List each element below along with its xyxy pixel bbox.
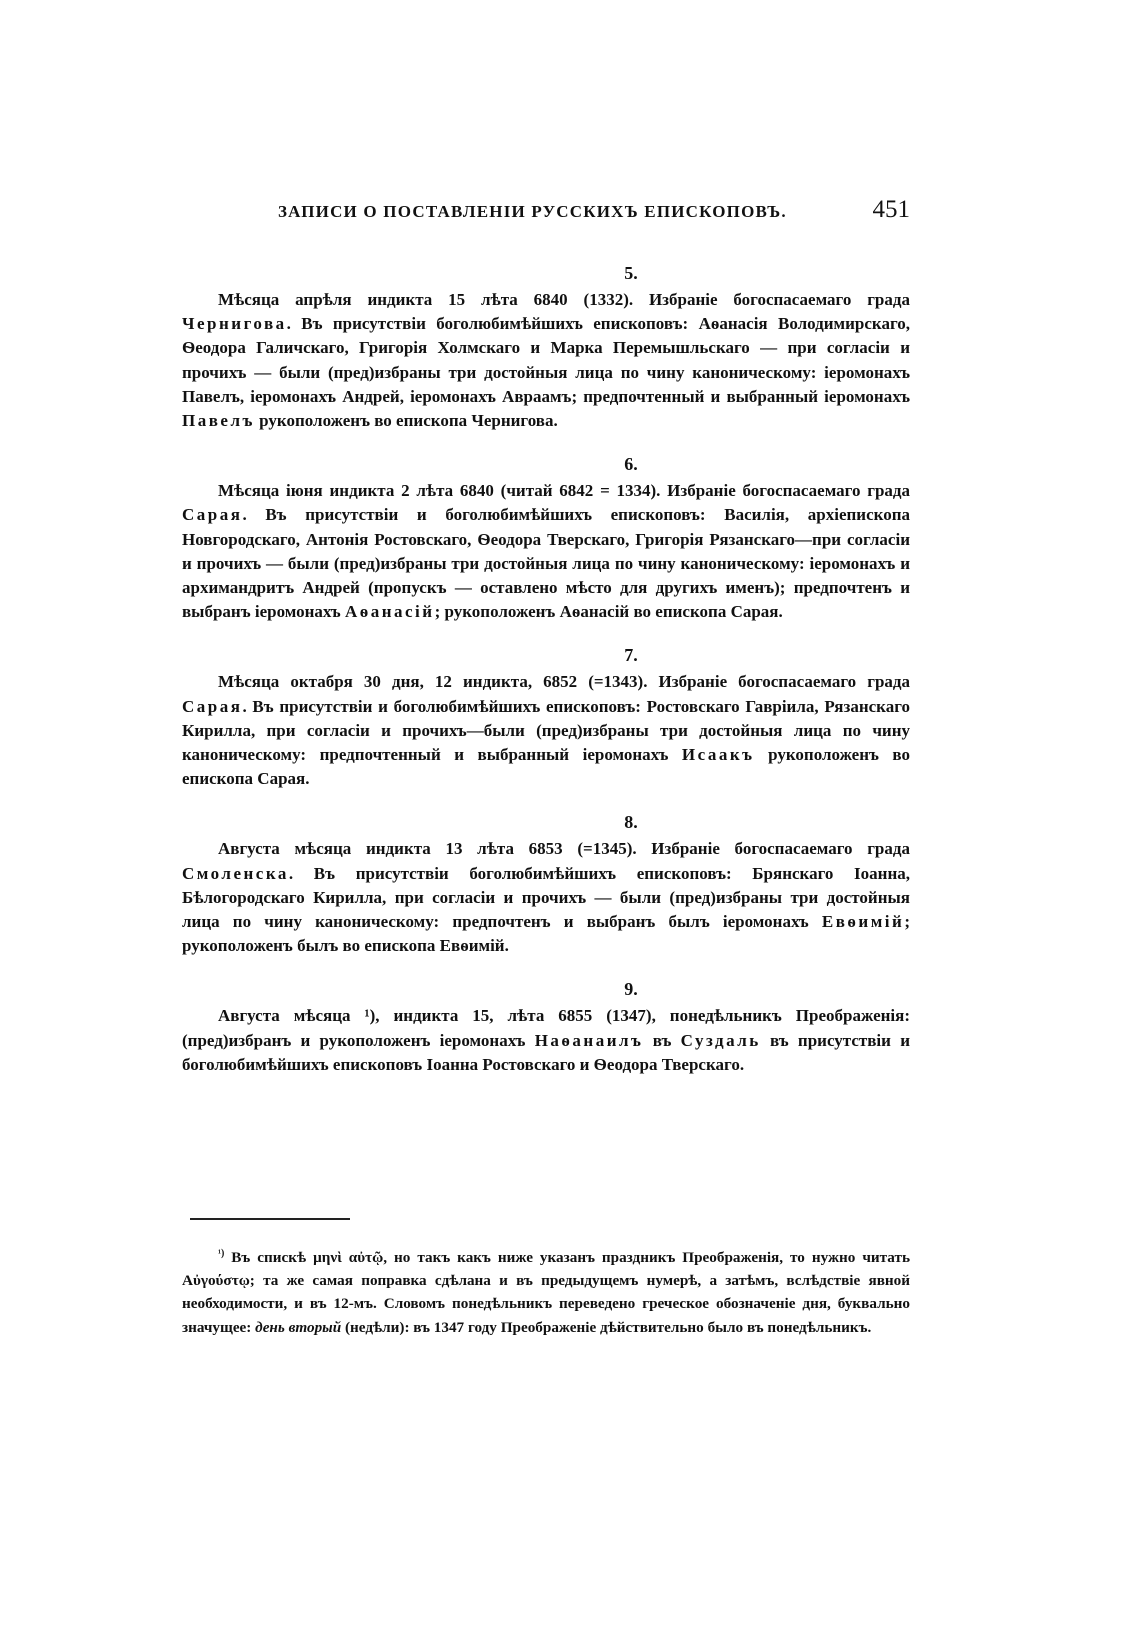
emphasized-name: Сарая xyxy=(182,505,243,525)
emphasized-name: Павелъ xyxy=(182,411,255,431)
emphasized-name: Смоленска xyxy=(182,863,289,883)
paragraph xyxy=(182,670,910,791)
text-run: (недѣли): въ 1347 году Преображеніе дѣйствительно было въ понедѣльникъ. xyxy=(341,1318,872,1336)
main-text xyxy=(182,258,910,1093)
text-run: ; рукоположенъ Аѳанасій во епископа Сарая. xyxy=(434,602,783,622)
text-run: Мѣсяца іюня индикта 2 лѣта 6840 (читай 6842 = 1334). Избраніе богоспасаемаго града xyxy=(218,481,910,501)
running-title: ЗАПИСИ О ПОСТАВЛЕНІИ РУССКИХЪ ЕПИСКОПОВЪ. xyxy=(278,202,787,221)
section-number: 7. xyxy=(624,645,638,666)
emphasized-name: Суздаль xyxy=(680,1030,761,1050)
text-run: . Въ присутствіи боголюбимѣйшихъ епископовъ: Аѳанасія Володимирскаго, Ѳеодора Галичскаго, Григорія Холмскаго и Марка Перемышльскаго — при согласіи и прочихъ — были (пред)избраны три достойныя лица по чину каноническому: іеромонахъ Павелъ, іеромонахъ Андрей, іеромонахъ Авраамъ; предпочтенный и выбранный іеромонахъ xyxy=(182,314,910,406)
italic-phrase: день вторый xyxy=(255,1318,342,1336)
text-run: Въ спискѣ μηνὶ αὐτῷ, но такъ какъ ниже указанъ праздникъ Преображенія, то нужно читать Αὐγούστῳ; та же самая поправка сдѣлана и въ предыдущемъ нумерѣ, а затѣмъ, вслѣдствіе явной необходимости, и въ 12-мъ. Словомъ понедѣльникъ переведено греческое обозначеніе дня, буквально значущее: xyxy=(182,1249,910,1336)
section-number: 5. xyxy=(624,263,638,283)
text-run: Мѣсяца октабря 30 дня, 12 индикта, 6852 (=1343). Избраніе богоспасаемаго града xyxy=(218,672,910,692)
running-header xyxy=(278,196,910,230)
emphasized-name: Сарая xyxy=(182,696,243,716)
text-run: въ присутствіи и боголюбимѣйшихъ епископовъ Іоанна Ростовскаго и Ѳеодора Тверскаго. xyxy=(182,1030,910,1074)
text-run: въ xyxy=(643,1030,681,1050)
text-run: Августа мѣсяца ¹), индикта 15, лѣта 6855 (1347), понедѣльникъ Преображенія: (пред)избранъ и рукоположенъ іеромонахъ xyxy=(182,1006,910,1050)
text-run: рукоположенъ во епископа Сарая. xyxy=(182,745,910,789)
footnote-divider xyxy=(190,1218,350,1220)
text-run: Августа мѣсяца индикта 13 лѣта 6853 (=1345). Избраніе богоспасаемаго града xyxy=(218,839,910,859)
text-run: Мѣсяца апрѣля индикта 15 лѣта 6840 (1332). Избраніе богоспасаемаго града xyxy=(218,290,910,309)
emphasized-name: Евѳимій xyxy=(821,912,905,932)
footnote xyxy=(182,1246,910,1339)
footnote-marker: ¹) xyxy=(218,1247,225,1259)
section-number: 8. xyxy=(624,812,638,833)
section-number: 9. xyxy=(624,979,638,1000)
emphasized-name: Чернигова xyxy=(182,314,287,334)
paragraph xyxy=(182,1004,910,1077)
text-run: ; рукоположенъ былъ во епископа Евѳимій. xyxy=(182,912,910,956)
text-run: . Въ присутствіи и боголюбимѣйшихъ епископовъ: Ростовскаго Гавріила, Рязанскаго Кирилла, при согласіи и прочихъ—были (пред)избраны три достойныя лица по чину каноническому: предпочтенный и выбранный іеромонахъ xyxy=(182,696,910,765)
page-number: 451 xyxy=(872,196,910,223)
paragraph xyxy=(182,479,910,624)
section-number: 6. xyxy=(624,454,638,475)
paragraph xyxy=(182,837,910,958)
text-run: рукоположенъ во епископа Чернигова. xyxy=(254,411,558,431)
text-run: . Въ присутствіи боголюбимѣйшихъ епископовъ: Брянскаго Іоанна, Бѣлогородскаго Кирилла, при согласіи и прочихъ — были (пред)избраны три достойныя лица по чину каноническому: предпочтенъ и выбранъ былъ іеромонахъ xyxy=(182,863,910,932)
emphasized-name: Наѳанаилъ xyxy=(534,1030,644,1050)
emphasized-name: Исаакъ xyxy=(681,745,755,765)
text-run: . Въ присутствіи и боголюбимѣйшихъ епископовъ: Василія, архіепископа Новгородскаго, Антонія Ростовскаго, Ѳеодора Тверскаго, Григорія Рязанскаго—при согласіи и прочихъ — были (пред)избраны три достойныя лица по чину каноническому: іеромонахъ и архимандритъ Андрей (пропускъ — оставлено мѣсто для другихъ именъ); предпочтенъ и выбранъ іеромонахъ xyxy=(182,505,910,622)
paragraph xyxy=(182,288,910,433)
emphasized-name: Аѳанасій xyxy=(344,602,435,622)
